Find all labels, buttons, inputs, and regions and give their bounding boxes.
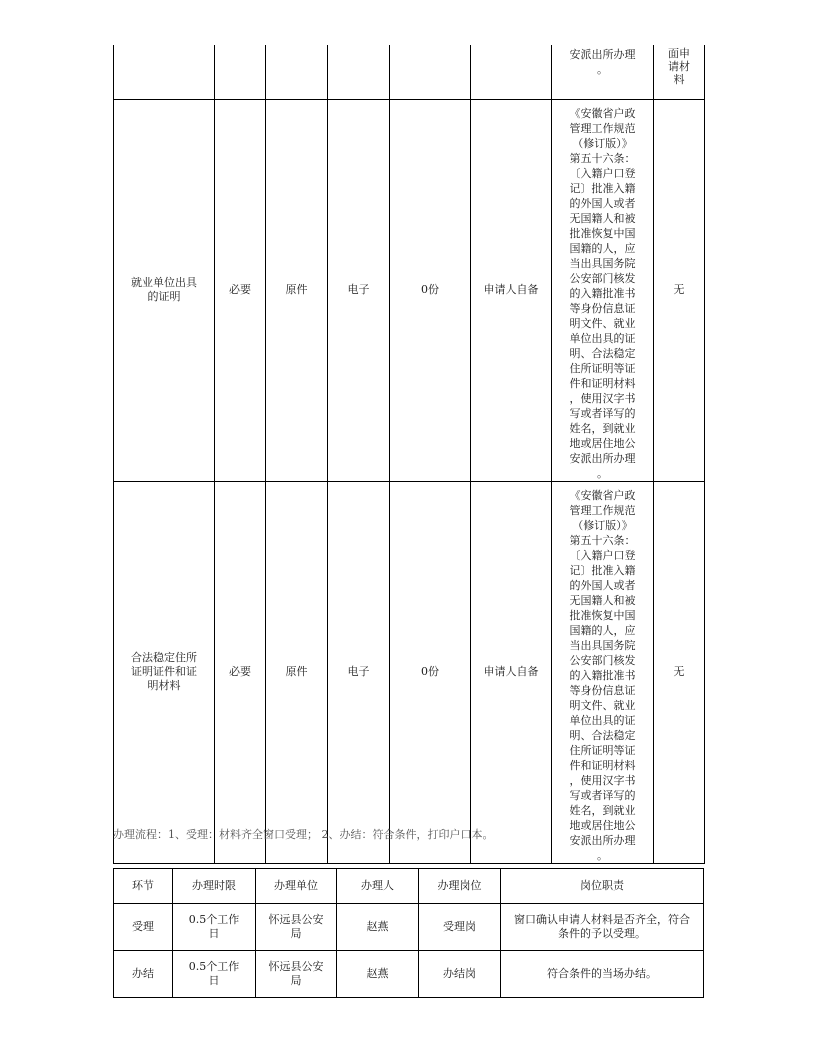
note-cell: 无 <box>654 99 705 481</box>
time-limit-cell: 0.5个工作日 <box>173 951 256 998</box>
header-person: 办理人 <box>337 869 419 904</box>
material-name-cell: 就业单位出具的证明 <box>114 99 215 481</box>
stage-cell: 办结 <box>114 951 173 998</box>
stage-cell: 受理 <box>114 904 173 951</box>
steps-table <box>113 868 704 998</box>
copies-cell <box>390 45 471 99</box>
table-row <box>114 481 705 863</box>
source-cell: 申请人自备 <box>471 481 552 863</box>
header-stage: 环节 <box>114 869 173 904</box>
material-name-cell <box>114 45 215 99</box>
unit-cell: 怀远县公安局 <box>256 951 337 998</box>
process-description: 办理流程：1、受理：材料齐全窗口受理； 2、办结：符合条件，打印户口本。 <box>113 828 494 841</box>
person-cell: 赵燕 <box>337 951 419 998</box>
copies-cell: 0份 <box>390 99 471 481</box>
materials-table <box>113 45 705 864</box>
table-row-continued <box>114 45 705 99</box>
person-cell: 赵燕 <box>337 904 419 951</box>
table-header-row <box>114 869 704 904</box>
header-post: 办理岗位 <box>419 869 501 904</box>
unit-cell: 怀远县公安局 <box>256 904 337 951</box>
medium-cell: 电子 <box>328 99 390 481</box>
legal-basis-cell: 《安徽省户政 管理工作规范 （修订版）》 第五十六条： 〔入籍户口登 记〕批准入籍 的外国人或者 无国籍人和被 批准恢复中国 国籍的人，应 当出具国务院 公安部门核发 的入籍批准书 等身份信息证 明文件、就业 单位出具的证 明、合法稳定 住所证明等证 件和证明材料 ，使用汉字书 写或者译写的 姓名，到就业 地或居住地公 安派出所办理 。 <box>552 481 654 863</box>
table-row <box>114 951 704 998</box>
necessity-cell <box>215 45 266 99</box>
time-limit-cell: 0.5个工作日 <box>173 904 256 951</box>
post-cell: 办结岗 <box>419 951 501 998</box>
form-cell: 原件 <box>266 99 328 481</box>
necessity-cell: 必要 <box>215 481 266 863</box>
form-cell: 原件 <box>266 481 328 863</box>
duty-cell: 符合条件的当场办结。 <box>501 951 704 998</box>
necessity-cell: 必要 <box>215 99 266 481</box>
medium-cell: 电子 <box>328 481 390 863</box>
header-duty: 岗位职责 <box>501 869 704 904</box>
note-cell: 面申 请材 料 <box>654 45 705 99</box>
header-time-limit: 办理时限 <box>173 869 256 904</box>
table-row <box>114 99 705 481</box>
medium-cell <box>328 45 390 99</box>
post-cell: 受理岗 <box>419 904 501 951</box>
source-cell: 申请人自备 <box>471 99 552 481</box>
note-cell: 无 <box>654 481 705 863</box>
form-cell <box>266 45 328 99</box>
legal-basis-cell: 《安徽省户政 管理工作规范 （修订版）》 第五十六条： 〔入籍户口登 记〕批准入籍 的外国人或者 无国籍人和被 批准恢复中国 国籍的人，应 当出具国务院 公安部门核发 的入籍批准书 等身份信息证 明文件、就业 单位出具的证 明、合法稳定 住所证明等证 件和证明材料 ，使用汉字书 写或者译写的 姓名，到就业 地或居住地公 安派出所办理 。 <box>552 99 654 481</box>
copies-cell: 0份 <box>390 481 471 863</box>
legal-basis-cell: 安派出所办理 。 <box>552 45 654 99</box>
header-unit: 办理单位 <box>256 869 337 904</box>
table-row <box>114 904 704 951</box>
source-cell <box>471 45 552 99</box>
duty-cell: 窗口确认申请人材料是否齐全，符合条件的予以受理。 <box>501 904 704 951</box>
material-name-cell: 合法稳定住所证明证件和证明材料 <box>114 481 215 863</box>
